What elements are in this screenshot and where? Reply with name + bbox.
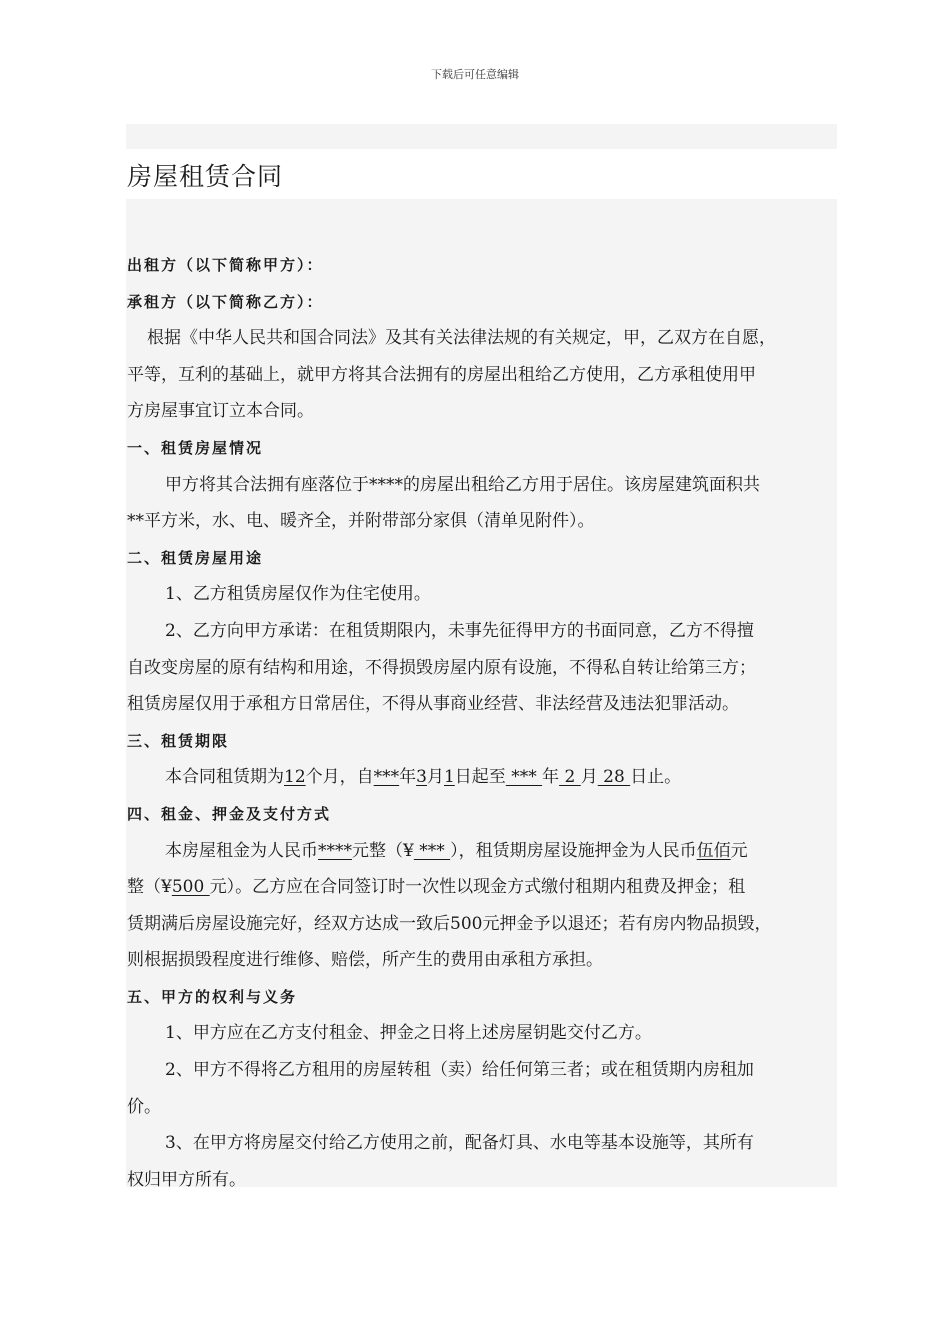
- rent-text: 元整（¥: [352, 840, 414, 861]
- deposit-amount-words: 伍佰: [696, 840, 731, 861]
- deposit-amount-number: 500: [171, 877, 210, 898]
- lease-end-day: 28: [597, 767, 631, 788]
- lease-end-month: 2: [559, 767, 581, 788]
- section-heading-3: 三、租赁期限: [127, 731, 230, 750]
- section-2-line: 租赁房屋仅用于承租方日常居住，不得从事商业经营、非法经营及违法犯罪活动。: [127, 694, 739, 715]
- lease-text: 月: [580, 767, 598, 788]
- lease-end-year: ***: [505, 767, 543, 788]
- section-1-line: **平方米，水、电、暖齐全，并附带部分家俱（清单见附件）。: [127, 511, 595, 532]
- rent-text: 整（¥: [127, 877, 172, 898]
- section-5-line: 2、甲方不得将乙方租用的房屋转租（卖）给任何第三者；或在租赁期内房租加: [165, 1060, 754, 1081]
- rent-amount-number: ***: [413, 840, 451, 861]
- lease-start-year: ***: [373, 767, 400, 788]
- lease-text: 日起至: [454, 767, 506, 788]
- party-a-label: 出租方（以下简称甲方）：: [127, 256, 324, 274]
- section-2-line: 2、乙方向甲方承诺：在租赁期限内，未事先征得甲方的书面同意，乙方不得擅: [165, 620, 754, 641]
- top-band: [126, 124, 837, 149]
- section-2-line: 1、乙方租赁房屋仅作为住宅使用。: [165, 584, 431, 605]
- section-5-line: 权归甲方所有。: [127, 1169, 246, 1190]
- lease-text: 本合同租赁期为: [165, 767, 284, 788]
- lease-months: 12: [284, 767, 306, 788]
- lease-start-day: 1: [443, 767, 455, 788]
- section-2-line: 自改变房屋的原有结构和用途，不得损毁房屋内原有设施，不得私自转让给第三方；: [127, 657, 756, 678]
- rent-line: [127, 869, 857, 906]
- section-heading-2: 二、租赁房屋用途: [127, 548, 264, 567]
- preamble-line: 根据《中华人民共和国合同法》及其有关法律法规的有关规定，甲，乙双方在自愿，: [147, 328, 776, 349]
- lease-text: 个月，自: [305, 767, 374, 788]
- rent-text: 元: [730, 840, 748, 861]
- lease-text: 年: [542, 767, 560, 788]
- section-5-line: 3、在甲方将房屋交付给乙方使用之前，配备灯具、水电等基本设施等，其所有: [165, 1133, 754, 1154]
- header-note: 下载后可任意编辑: [431, 68, 519, 81]
- lease-text: 月: [426, 767, 444, 788]
- section-heading-5: 五、甲方的权利与义务: [127, 987, 298, 1006]
- contract-body: [127, 247, 857, 1198]
- lease-term-line: [127, 759, 857, 796]
- lease-text: 日止。: [630, 767, 682, 788]
- section-heading-4: 四、租金、押金及支付方式: [127, 804, 332, 823]
- section-1-line: 甲方将其合法拥有座落位于****的房屋出租给乙方用于居住。该房屋建筑面积共: [165, 474, 760, 495]
- rent-text: 本房屋租金为人民币: [165, 840, 318, 861]
- rent-text: 元）。乙方应在合同签订时一次性以现金方式缴付租期内租费及押金；租: [209, 877, 746, 898]
- lease-text: 年: [399, 767, 417, 788]
- section-4-line: 则根据损毁程度进行维修、赔偿，所产生的费用由承租方承担。: [127, 950, 603, 971]
- rent-text: ），租赁期房屋设施押金为人民币: [450, 840, 697, 861]
- rent-line: [127, 833, 857, 870]
- preamble-line: 方房屋事宜订立本合同。: [127, 401, 314, 422]
- party-b-label: 承租方（以下简称乙方）：: [127, 292, 324, 311]
- preamble-line: 平等，互利的基础上，就甲方将其合法拥有的房屋出租给乙方使用，乙方承租使用甲: [127, 364, 756, 385]
- section-5-line: 1、甲方应在乙方支付租金、押金之日将上述房屋钥匙交付乙方。: [165, 1023, 652, 1044]
- lease-start-month: 3: [416, 767, 427, 788]
- rent-amount: ****: [318, 840, 352, 861]
- section-heading-1: 一、租赁房屋情况: [127, 438, 264, 457]
- section-5-line: 价。: [127, 1096, 161, 1117]
- document-title: 房屋租赁合同: [127, 162, 284, 191]
- section-4-line: 赁期满后房屋设施完好，经双方达成一致后500元押金予以退还；若有房内物品损毁，: [127, 913, 772, 934]
